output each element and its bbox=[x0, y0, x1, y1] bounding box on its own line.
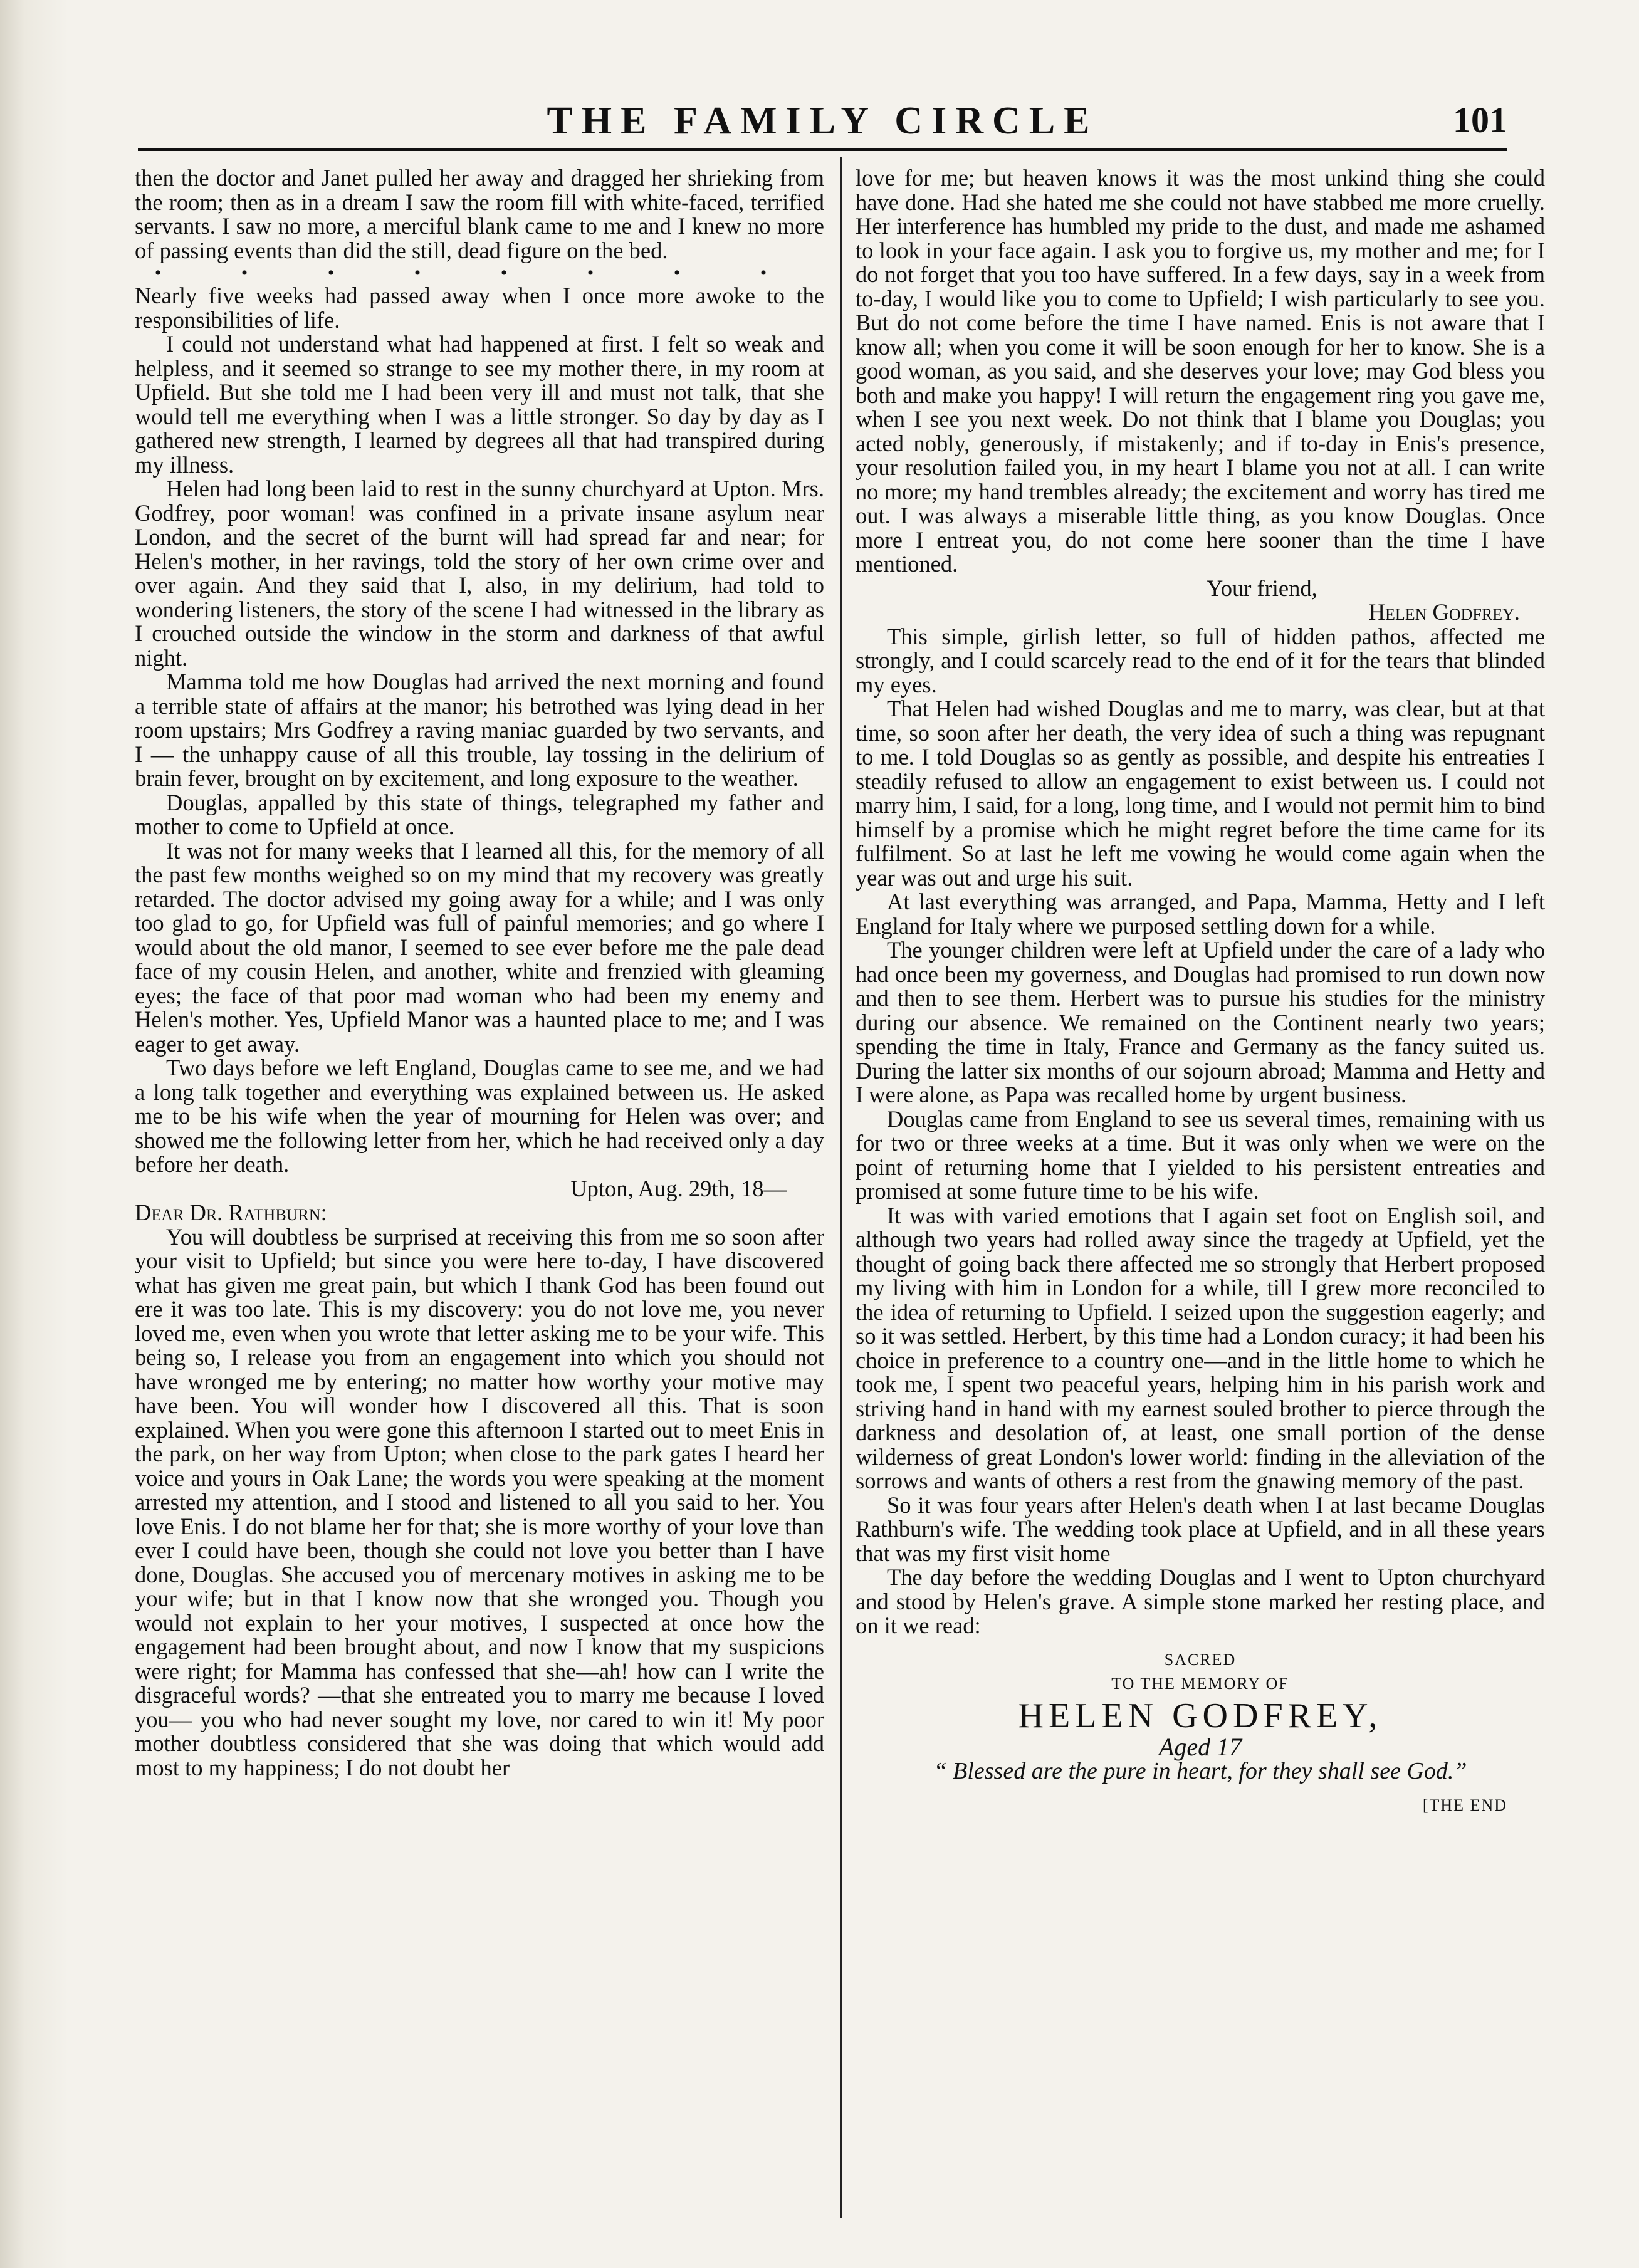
header-rule bbox=[138, 148, 1507, 151]
paragraph: Nearly five weeks had passed away when I once more awoke to the responsibilities of life. bbox=[135, 283, 824, 333]
paragraph: The day before the wedding Douglas and I went to Upton churchyard and stood by Helen's grave. A simple stone marked her resting place, and on it we read: bbox=[856, 1564, 1545, 1638]
epitaph-sacred: SACRED bbox=[1164, 1650, 1237, 1669]
paragraph: I could not understand what had happened at first. I felt so weak and helpless, and it seemed so strange to see my mother there, in my room at Upfield. But she told me I had been very ill and must not talk, that she would tell me everything when I was a little stronger. So day by day as I gathered new strength, I learned by degrees all that had transpired during my illness. bbox=[135, 331, 824, 478]
letter-salutation: Dear Dr. Rathburn: bbox=[135, 1199, 327, 1225]
paragraph: This simple, girlish letter, so full of hidden pathos, affected me strongly, and I could scarcely read to the end of it for the tears that blinded my eyes. bbox=[856, 623, 1545, 698]
page-header bbox=[138, 94, 1507, 148]
left-column bbox=[135, 166, 824, 1780]
letter-body: You will doubtless be surprised at receiving this from me so soon after your visit to Upfield; but since you were here to-day, I have discovered what has given me great pain, but which I thank God has been found out ere it was too late. This is my discovery: you do not love me, you never loved me, even when you wrote that letter asking me to be your wife. This being so, I release you from an engagement into which you should not have wronged me by entering; no matter how worthy your motive may have been. You will wonder how I discovered all this. That is soon explained. When you were gone this afternoon I started out to meet Enis in the park, on her way from Upton; when close to the park gates I heard her voice and yours in Oak Lane; the words you were speaking at the moment arrested my attention, and I stood and listened to all you said to her. You love Enis. I do not blame her for that; she is more worthy of your love than ever I could have been, though she could not love you better than I have done, Douglas. She accused you of mercenary motives in asking me to be your wife; but in that I know now that she wronged you. Though you would not explain to her your motives, I suspected at once how the engagement had been brought about, and now I know that my suspicions were right; for Mamma has confessed that she—ah! how can I write the disgraceful words? —that she entreated you to marry me because I loved you— you who had never sought my love, nor cared to win it! My poor mother doubtless considered that she was doing that which would add most to my happiness; I do not doubt her bbox=[135, 1223, 824, 1780]
scan-edge bbox=[0, 0, 69, 2268]
paragraph: It was with varied emotions that I again set foot on English soil, and although two years had rolled away since the tragedy at Upfield, yet the thought of going back there affected me so strongly that Herbert proposed my living with him in London for a while, till I grew more reconciled to the idea of returning to Upfield. I seized upon the suggestion eagerly; and so it was settled. Herbert, by this time had a London curacy; it had been his choice in preference to a country one—and in the little home to which he took me, I spent two peaceful years, helping him in his parish work and striving hand in hand with my earnest souled brother to pierce through the darkness and desolation of, at least, one small portion of the dense wilderness of great London's lower world: finding in the alleviation of the sorrows and wants of others a rest from the gnawing memory of the past. bbox=[856, 1202, 1545, 1493]
paragraph: Douglas, appalled by this state of things, telegraphed my father and mother to come to Upfield at once. bbox=[135, 789, 824, 839]
epitaph-age: Aged 17 bbox=[1158, 1732, 1242, 1761]
section-break-stars: • • • • • • • • bbox=[154, 263, 805, 283]
page-number: 101 bbox=[1453, 100, 1507, 140]
paragraph: then the doctor and Janet pulled her away and dragged her shrieking from the room; then as in a dream I saw the room fill with white-faced, terrified servants. I saw no more, a merciful blank came to me and I knew no more of passing events than did the still, dead figure on the bed. bbox=[135, 165, 824, 263]
the-end-mark: [THE END bbox=[1422, 1795, 1507, 1814]
paragraph: Helen had long been laid to rest in the sunny churchyard at Upton. Mrs. Godfrey, poor woman! was confined in a private insane asylum near London, and the secret of the burnt will had spread far and near; for Helen's mother, in her ravings, told the story of her own crime over and over again. And they said that I, also, in my delirium, had told to wondering listeners, the story of the scene I had witnessed in the library as I crouched outside the window in the storm and darkness of that awful night. bbox=[135, 476, 824, 671]
paragraph: It was not for many weeks that I learned all this, for the memory of all the past few months weighed so on my mind that my recovery was greatly retarded. The doctor advised my going away for a while; and I was only too glad to go, for Upfield was full of painful memories; and go where I would about the old manor, I seemed to see ever before me the pale dead face of my cousin Helen, and another, white and frenzied with gleaming eyes; the face of that poor mad woman who had been my enemy and Helen's mother. Yes, Upfield Manor was a haunted place to me; and I was eager to get away. bbox=[135, 837, 824, 1057]
letter-dateline: Upton, Aug. 29th, 18— bbox=[570, 1175, 787, 1201]
paragraph: Two days before we left England, Douglas came to see me, and we had a long talk together and everything was explained between us. He asked me to be his wife when the year of mourning for Helen was over; and showed me the following letter from her, which he had received only a day before her death. bbox=[135, 1055, 824, 1177]
paragraph: So it was four years after Helen's death when I at last became Douglas Rathburn's wife. The wedding took place at Upfield, and in all these years that was my first visit home bbox=[856, 1492, 1545, 1566]
paragraph: At last everything was arranged, and Papa, Mamma, Hetty and I left England for Italy where we purposed settling down for a while. bbox=[856, 889, 1545, 939]
letter-body-continued: love for me; but heaven knows it was the most unkind thing she could have done. Had she hated me she could not have stabbed me more cruelly. Her interference has humbled my pride to the dust, and made me ashamed to look in your face again. I ask you to forgive us, my mother and me; for I do not forget that you too have suffered. In a few days, say in a week from to-day, I would like you to come to Upfield; I wish particularly to see you. But do not come before the time I have named. Enis is not aware that I know all; when you come it will be soon enough for her to know. She is a good woman, as you said, and she deserves your love; may God bless you both and make you happy! I will return the engagement ring you gave me, when I see you next week. Do not think that I blame you Douglas; you acted nobly, generously, if mistakenly; and if to-day in Enis's presence, your resolution failed you, in my heart I blame you not at all. I can write no more; my hand trembles already; the excitement and worry has tired me out. I was always a miserable little thing, as you know Douglas. Once more I entreat you, do not come here sooner than the time I have mentioned. bbox=[856, 165, 1545, 577]
paragraph: That Helen had wished Douglas and me to marry, was clear, but at that time, so soon after her death, the very idea of such a thing was repugnant to me. I told Douglas so as gently as possible, and despite his entreaties I steadily refused to allow an engagement to exist between us. I could not marry him, I said, for a long, long time, and I would not permit him to bind himself by a promise which he might regret before the time came for its fulfilment. So at last he left me vowing he would come again when the year was out and urge his suit. bbox=[856, 696, 1545, 891]
running-title: THE FAMILY CIRCLE bbox=[547, 100, 1099, 142]
paragraph: The younger children were left at Upfield under the care of a lady who had once been my governess, and Douglas had promised to run down now and then to see them. Herbert was to pursue his studies for the ministry during our absence. We remained on the Continent nearly two years; spending the time in Italy, France and Germany as the fancy suited us. During the latter six months of our sojourn abroad; Mamma and Hetty and I were alone, as Papa was recalled home by urgent business. bbox=[856, 937, 1545, 1107]
column-divider bbox=[840, 157, 842, 2218]
right-column bbox=[856, 166, 1545, 1817]
epitaph-quote: “ Blessed are the pure in heart, for they shall see God.” bbox=[933, 1758, 1467, 1784]
letter-signature: Helen Godfrey. bbox=[1368, 599, 1520, 625]
epitaph-memory-line: TO THE MEMORY OF bbox=[1111, 1675, 1289, 1693]
letter-signoff: Your friend, bbox=[1207, 575, 1317, 601]
epitaph-name: HELEN GODFREY, bbox=[1018, 1696, 1383, 1735]
paragraph: Douglas came from England to see us several times, remaining with us for two or three weeks at a time. But it was only when we were on the point of returning home that I yielded to his persistent entreaties and promised at some future time to be his wife. bbox=[856, 1105, 1545, 1204]
paragraph: Mamma told me how Douglas had arrived the next morning and found a terrible state of affairs at the manor; his betrothed was lying dead in her room upstairs; Mrs Godfrey a raving maniac guarded by two servants, and I — the unhappy cause of all this trouble, lay tossing in the delirium of brain fever, brought on by excitement, and long exposure to the weather. bbox=[135, 669, 824, 791]
